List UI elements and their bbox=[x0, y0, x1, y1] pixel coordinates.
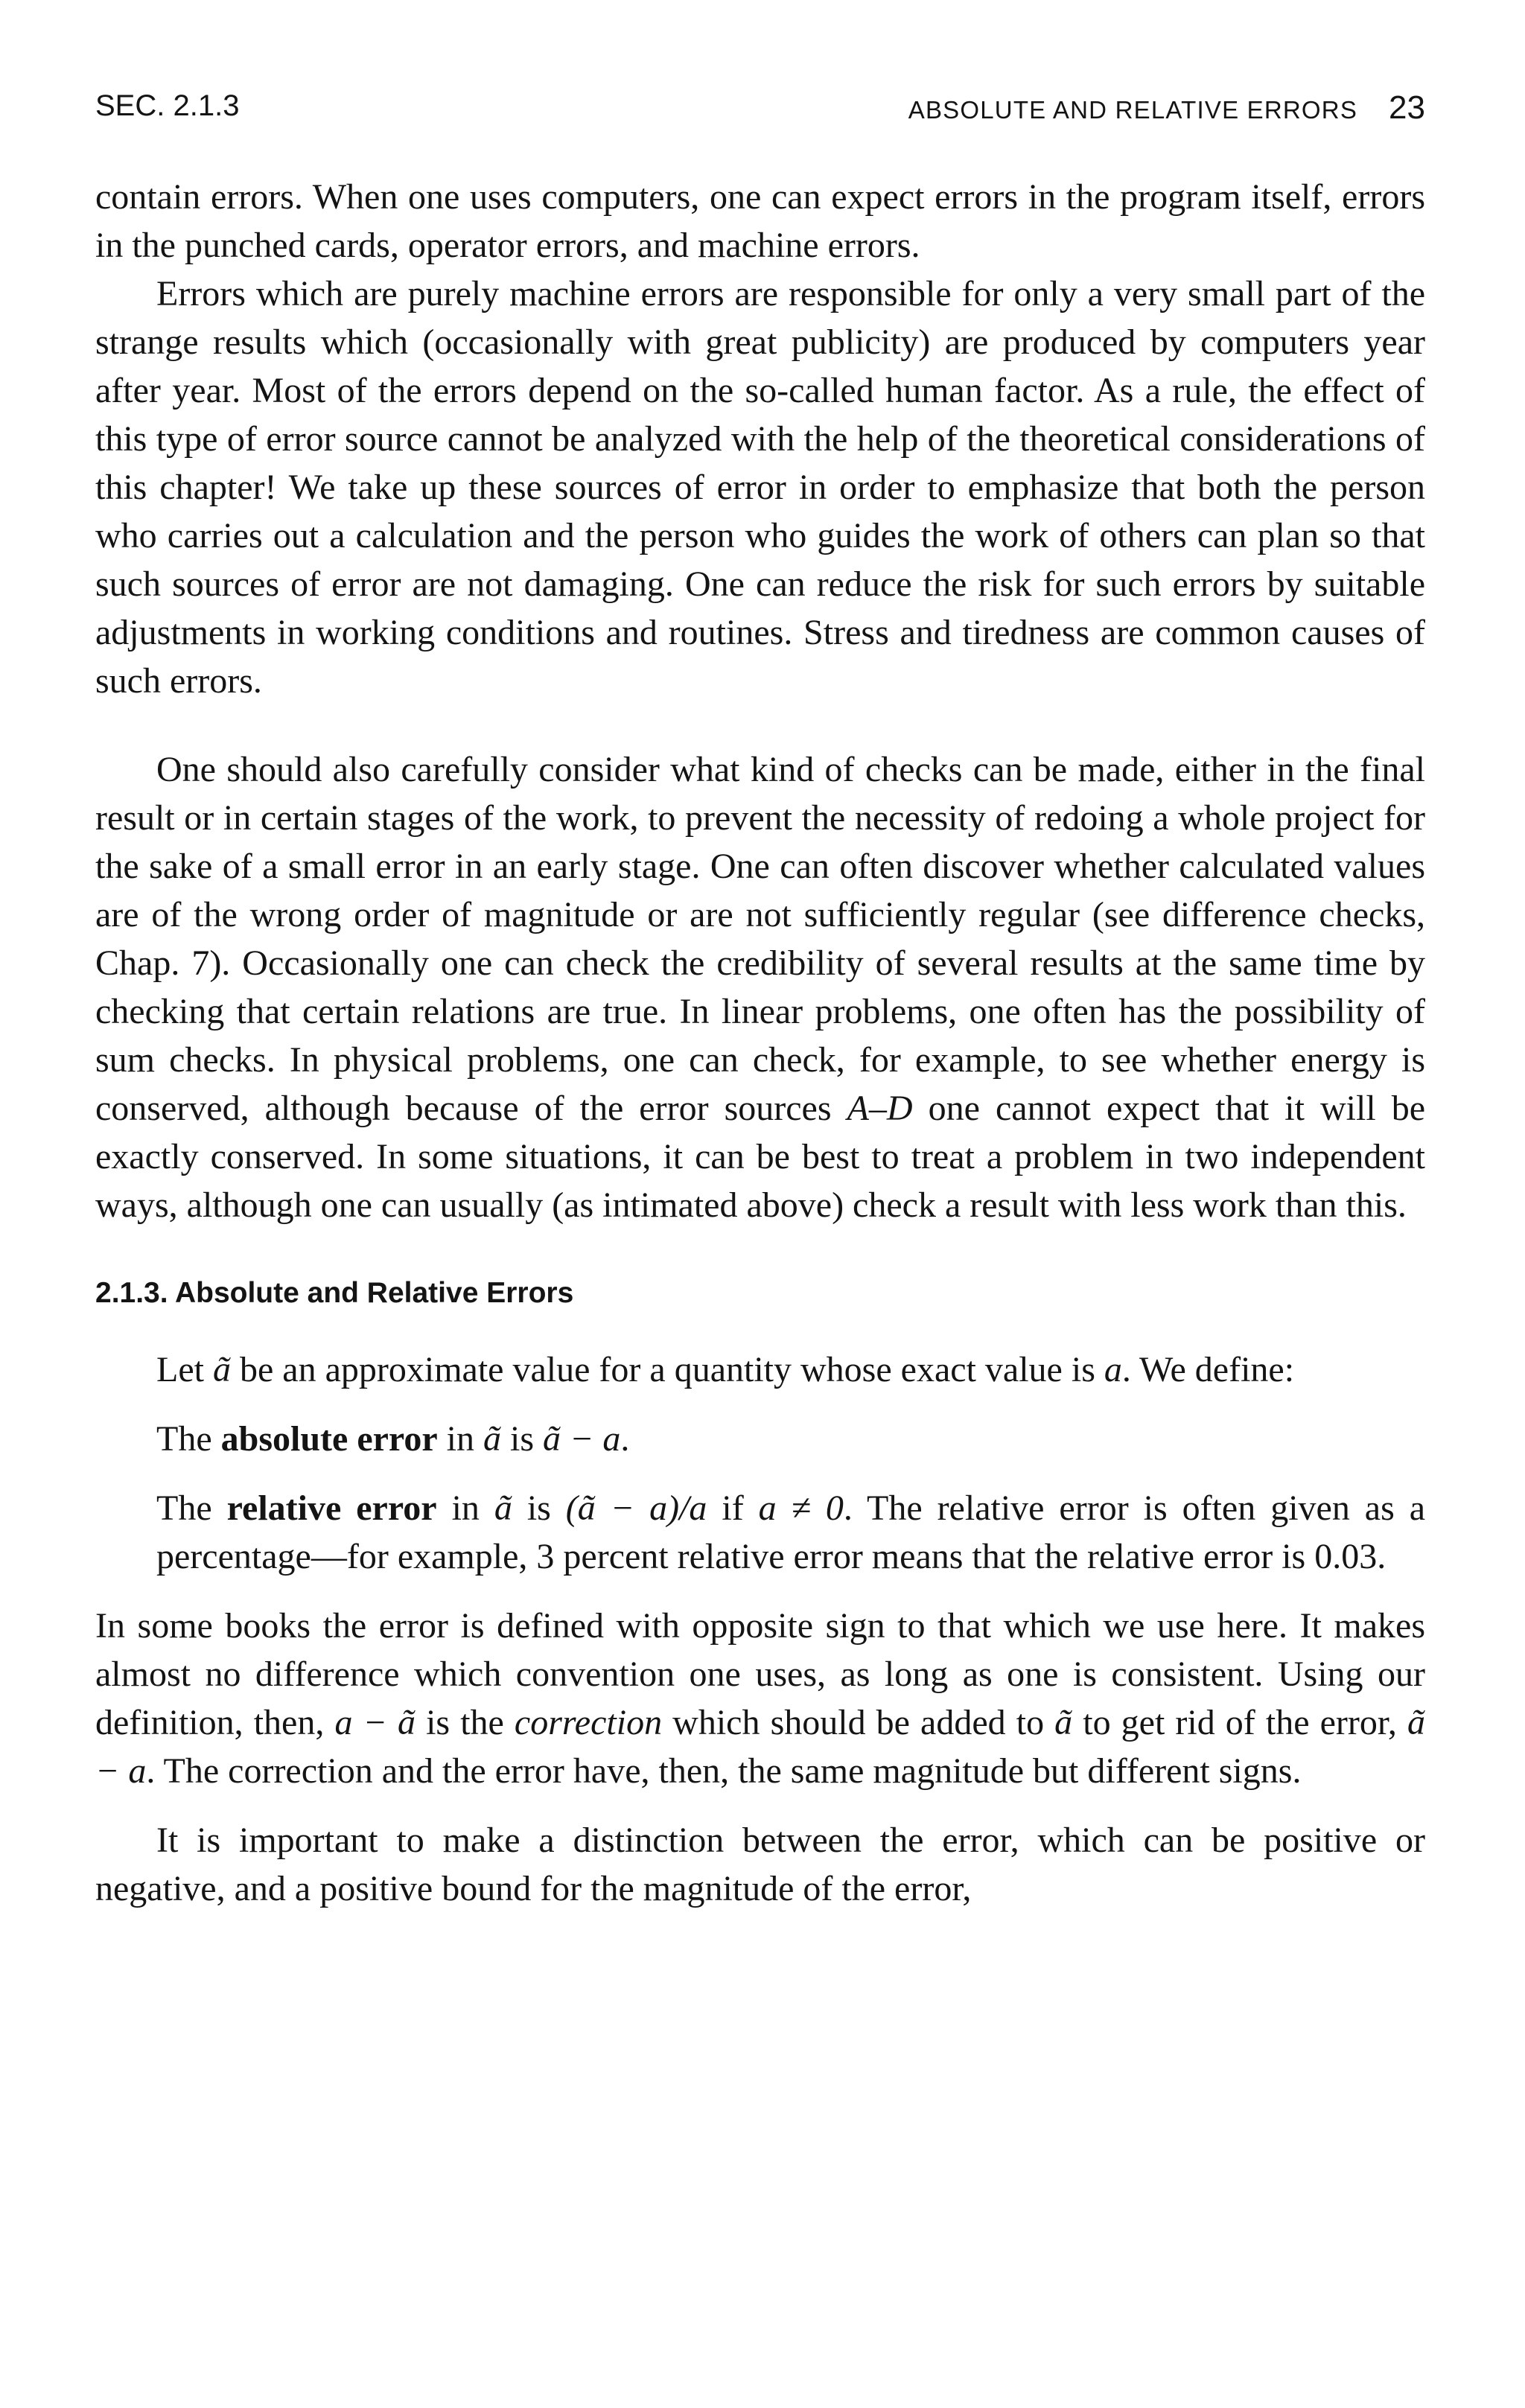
math-variable: ã bbox=[212, 1350, 231, 1389]
text-run: in bbox=[437, 1419, 484, 1459]
text-run: is bbox=[501, 1419, 544, 1459]
defined-term: relative error bbox=[226, 1488, 437, 1528]
math-expression: a − ã bbox=[334, 1703, 416, 1742]
text-run: The bbox=[156, 1488, 227, 1528]
emphasized-term: correction bbox=[514, 1703, 663, 1742]
math-expression: (ã − a)/a bbox=[565, 1488, 707, 1528]
math-expression: ã − a bbox=[543, 1419, 621, 1459]
paragraph-sign-convention bbox=[95, 1602, 1425, 1795]
math-variable: ã bbox=[494, 1488, 512, 1528]
text-run: . bbox=[620, 1419, 630, 1459]
definition-relative-error bbox=[156, 1484, 1425, 1581]
text-run: one cannot expect that it will be exactly conserved. In some situations, it can be best to treat a problem in two independent ways, although one can usually (as intimated above) check a result with less work than this. bbox=[95, 1089, 1426, 1225]
text-run: if bbox=[707, 1488, 759, 1528]
math-variable: a bbox=[1104, 1350, 1122, 1389]
running-head bbox=[95, 89, 1425, 134]
text-run: is bbox=[512, 1488, 566, 1528]
paragraph-checks bbox=[95, 745, 1425, 1229]
paragraph-continued: contain errors. When one uses computers, one can expect errors in the program itself, errors in the punched cards, operator errors, and machine errors. bbox=[95, 177, 1425, 265]
text-run: . The relative error is often given as a percentage—for example, 3 percent relative error means that the relative error is 0.03. bbox=[156, 1488, 1426, 1576]
math-expression: a ≠ 0 bbox=[758, 1488, 844, 1528]
math-variable: A–D bbox=[847, 1089, 913, 1128]
section-heading: 2.1.3. Absolute and Relative Errors bbox=[95, 1277, 574, 1309]
text-run: In some books the error is defined with opposite sign to that which we use here. It makes almost no difference which convention one uses, as long as one is consistent. Using our definition, then, bbox=[95, 1606, 1425, 1742]
text-run: . The correction and the error have, then, the same magnitude but different signs. bbox=[146, 1751, 1302, 1791]
text-run: in bbox=[436, 1488, 494, 1528]
text-run: be an approximate value for a quantity whose exact value is bbox=[230, 1350, 1104, 1389]
running-title: ABSOLUTE AND RELATIVE ERRORS bbox=[908, 96, 1358, 124]
math-expression: ã − a bbox=[95, 1703, 1426, 1791]
text-run: is the bbox=[416, 1703, 515, 1742]
definition-absolute-error bbox=[156, 1415, 1425, 1463]
body-text bbox=[95, 173, 1425, 1913]
paragraph-definition-intro bbox=[95, 1345, 1425, 1394]
text-run: Let bbox=[156, 1350, 213, 1389]
running-title-group bbox=[908, 89, 1425, 127]
text-run: . We define: bbox=[1121, 1350, 1295, 1389]
text-run: which should be added to bbox=[662, 1703, 1055, 1742]
text-run: to get rid of the error, bbox=[1072, 1703, 1408, 1742]
math-variable: ã bbox=[483, 1419, 502, 1459]
defined-term: absolute error bbox=[220, 1419, 438, 1459]
paragraph-machine-errors: Errors which are purely machine errors are responsible for only a very small part of the strange results which (occasionally with great publicity) are produced by computers year after year. Most of the errors depend on the so-called human factor. As a rule, the effect of this type of error source cannot be analyzed with the help of the theoretical considerations of this chapter! We take up these sources of error in order to emphasize that both the person who carries out a calculation and the person who guides the work of others can plan so that such sources of error are not damaging. One can reduce the risk for such errors by suitable adjustments in working conditions and routines. Stress and tiredness are common causes of such errors. bbox=[95, 274, 1425, 701]
text-run: One should also carefully consider what kind of checks can be made, either in the final result or in certain stages of the work, to prevent the necessity of redoing a whole project for the sake of a small error in an early stage. One can often discover whether calculated values are of the wrong order of magnitude or are not sufficiently regular (see difference checks, Chap. 7). Occasionally one can check the credibility of several results at the same time by checking that certain relations are true. In linear problems, one often has the possibility of sum checks. In physical problems, one can check, for example, to see whether energy is conserved, although because of the error sources bbox=[95, 750, 1425, 1128]
page-number: 23 bbox=[1389, 89, 1425, 126]
paragraph-error-bound: It is important to make a distinction between the error, which can be positive or negative, and a positive bound for the magnitude of the error, bbox=[95, 1821, 1425, 1908]
section-number: SEC. 2.1.3 bbox=[95, 89, 240, 122]
math-variable: ã bbox=[1054, 1703, 1073, 1742]
text-run: The bbox=[156, 1419, 221, 1459]
